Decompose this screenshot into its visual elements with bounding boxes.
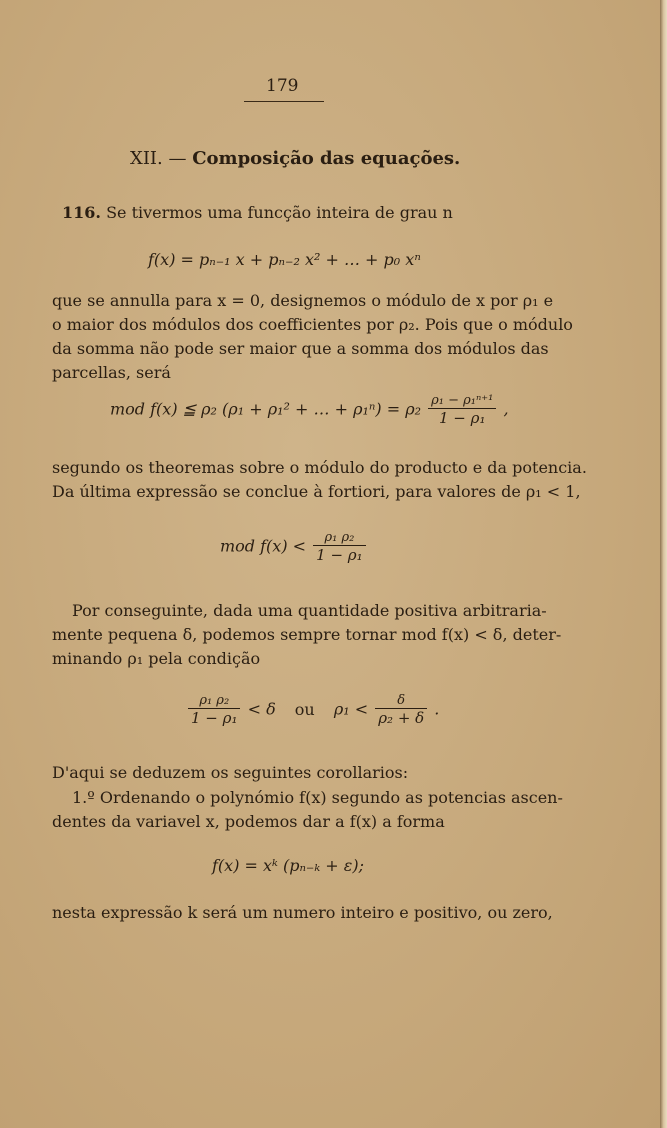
equation-2-fraction xyxy=(428,393,496,427)
chapter-title: Composição das equações. xyxy=(192,148,461,169)
para6: nesta expressão k será um numero inteiro e positivo, ou zero, xyxy=(52,903,553,922)
equation-4b-denominator: ρ₂ + δ xyxy=(378,709,425,727)
para3-line-3: minando ρ₁ pela condição xyxy=(52,649,261,668)
equation-5: f(x) = xᵏ (pₙ₋ₖ + ε); xyxy=(212,856,364,875)
equation-4b-fraction xyxy=(375,693,427,727)
equation-4a-numerator: ρ₁ ρ₂ xyxy=(188,693,240,709)
para1-line-4: parcellas, será xyxy=(52,363,171,382)
equation-4b-left: ρ₁ < xyxy=(333,699,369,719)
equation-2-denominator: 1 − ρ₁ xyxy=(438,409,486,427)
section-intro xyxy=(62,203,453,222)
equation-2-left: mod f(x) ≦ ρ₂ (ρ₁ + ρ₁² + … + ρ₁ⁿ) = ρ₂ xyxy=(110,399,422,419)
para5-line-2: dentes da variavel x, podemos dar a f(x) a forma xyxy=(52,812,445,831)
para1-line-3: da somma não pode ser maior que a somma dos módulos das xyxy=(52,339,549,358)
equation-4b-numerator: δ xyxy=(375,693,427,709)
chapter-numeral: XII. — xyxy=(130,148,187,169)
section-number: 116. xyxy=(62,203,101,222)
para3-line-1: Por conseguinte, dada uma quantidade positiva arbitraria- xyxy=(72,601,547,620)
equation-2-numerator: ρ₁ − ρ₁ⁿ⁺¹ xyxy=(428,393,496,409)
para4: D'aqui se deduzem os seguintes corollarios: xyxy=(52,763,409,782)
equation-3-fraction xyxy=(313,530,365,564)
equation-4a-fraction xyxy=(188,693,240,727)
equation-4a-tail: < δ xyxy=(247,699,276,719)
section-intro-text: Se tivermos uma funcção inteira de grau n xyxy=(106,203,453,222)
equation-2 xyxy=(110,393,509,427)
para2-line-2: Da última expressão se conclue à fortiori, para valores de ρ₁ < 1, xyxy=(52,482,581,501)
chapter-heading xyxy=(130,148,460,169)
para2-line-1: segundo os theoremas sobre o módulo do producto e da potencia. xyxy=(52,458,587,477)
page-edge xyxy=(660,0,667,1128)
equation-4b-tail: . xyxy=(434,699,440,719)
equation-4 xyxy=(186,693,439,727)
para3-line-2: mente pequena δ, podemos sempre tornar mod f(x) < δ, deter- xyxy=(52,625,562,644)
equation-2-tail: , xyxy=(503,399,509,419)
equation-4a-denominator: 1 − ρ₁ xyxy=(191,709,238,727)
equation-3-left: mod f(x) < xyxy=(220,536,307,556)
page-number-rule xyxy=(244,101,324,102)
para1-line-1: que se annulla para x = 0, designemos o módulo de x por ρ₁ e xyxy=(52,291,554,310)
equation-3-denominator: 1 − ρ₁ xyxy=(316,546,363,564)
page-number: 179 xyxy=(266,76,299,96)
equation-3-numerator: ρ₁ ρ₂ xyxy=(313,530,365,546)
equation-1: f(x) = pₙ₋₁ x + pₙ₋₂ x² + … + p₀ xⁿ xyxy=(148,250,421,269)
equation-4-conjunction: ou xyxy=(294,699,315,719)
equation-3 xyxy=(220,530,368,564)
para1-line-2: o maior dos módulos dos coefficientes por ρ₂. Pois que o módulo xyxy=(52,315,573,334)
para5-line-1: 1.º Ordenando o polynómio f(x) segundo as potencias ascen- xyxy=(72,788,563,807)
